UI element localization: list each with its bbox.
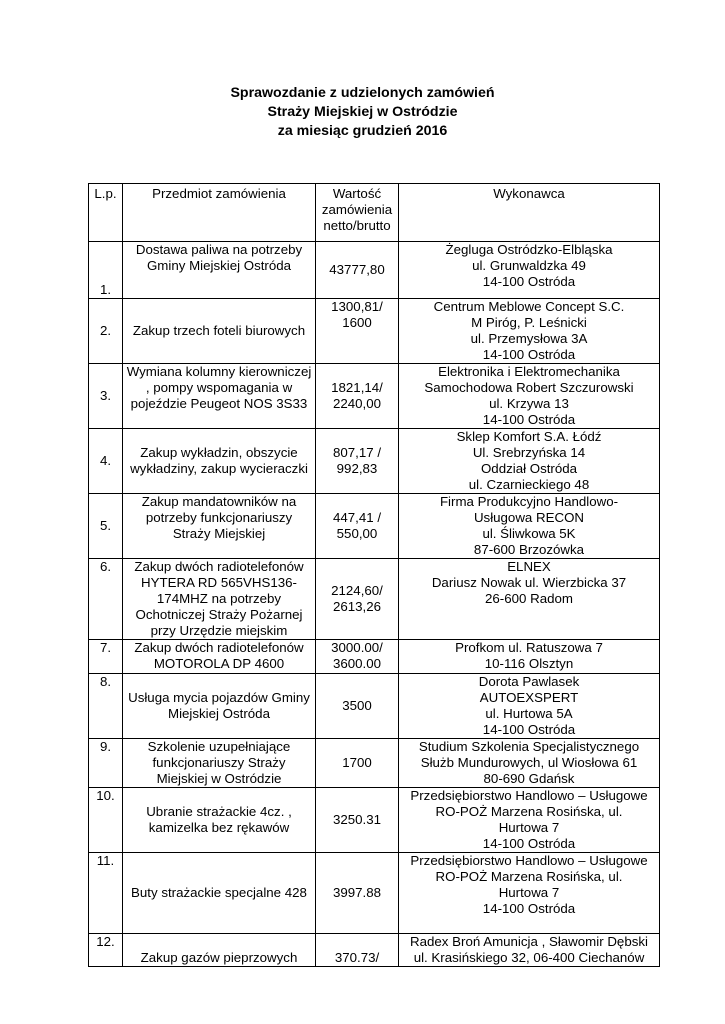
cell-subject-line: Gminy Miejskiej Ostróda	[146, 258, 292, 273]
cell-subject-line: Zakup dwóch radiotelefonów	[134, 559, 304, 574]
cell-value-line: 1600	[342, 315, 372, 330]
table-row	[89, 364, 660, 429]
cell-subject	[123, 674, 316, 739]
cell-value-line: 3000.00/	[331, 640, 383, 655]
cell-contractor-line: 14-100 Ostróda	[482, 412, 576, 427]
cell-value	[316, 299, 399, 364]
cell-lp: 1.	[89, 242, 123, 299]
orders-table	[88, 183, 660, 967]
cell-contractor-line: ul. Krzywa 13	[489, 396, 569, 411]
cell-contractor-line: RO-POŻ Marzena Rosińska, ul.	[435, 869, 623, 884]
table-row	[89, 640, 660, 674]
cell-contractor	[399, 674, 660, 739]
cell-subject-line: Miejskiej w Ostródzie	[156, 771, 282, 786]
cell-value-line: 550,00	[336, 526, 378, 541]
cell-subject-line: HYTERA RD 565VHS136-	[141, 575, 297, 590]
cell-contractor	[399, 429, 660, 494]
cell-contractor-line: 14-100 Ostróda	[482, 836, 576, 851]
title-line-1: Sprawozdanie z udzielonych zamówień	[230, 85, 495, 101]
cell-contractor-line: Przedsiębiorstwo Handlowo – Usługowe	[410, 853, 648, 868]
cell-subject-line: Straży Miejskiej	[172, 526, 266, 541]
cell-value-line: 43777,80	[329, 262, 385, 277]
table-row	[89, 674, 660, 739]
cell-subject-line: funkcjonariuszy Straży	[152, 755, 286, 770]
cell-value-line: 2613,26	[332, 599, 382, 614]
cell-contractor	[399, 640, 660, 674]
cell-contractor-line: Firma Produkcyjno Handlowo-	[439, 494, 619, 509]
cell-contractor-line: Dorota Pawlasek	[478, 674, 580, 689]
table-body	[89, 242, 660, 967]
cell-subject	[123, 640, 316, 674]
cell-value	[316, 934, 399, 967]
cell-subject-line: 174MHZ na potrzeby	[156, 591, 282, 606]
cell-value-line: 3250.31	[332, 812, 382, 827]
cell-lp: 6.	[89, 559, 123, 640]
table-row	[89, 494, 660, 559]
cell-subject-line: kamizelka bez rękawów	[148, 820, 290, 835]
cell-contractor-line: RO-POŻ Marzena Rosińska, ul.	[435, 804, 623, 819]
title-line-2: Straży Miejskiej w Ostródzie	[267, 104, 458, 120]
table-row	[89, 788, 660, 853]
cell-lp: 12.	[89, 934, 123, 967]
cell-subject	[123, 739, 316, 788]
cell-value-line: 3997.88	[332, 885, 382, 900]
cell-subject-line: Zakup gazów pieprzowych	[140, 950, 298, 965]
header-value	[316, 184, 399, 242]
cell-contractor-line: ul. Śliwkowa 5K	[482, 526, 576, 541]
cell-contractor-line: ul. Grunwaldzka 49	[472, 258, 586, 273]
cell-contractor-line: Dariusz Nowak ul. Wierzbicka 37	[431, 575, 627, 590]
cell-lp: 7.	[89, 640, 123, 674]
cell-contractor	[399, 364, 660, 429]
cell-subject-line: Usługa mycia pojazdów Gminy	[128, 690, 310, 705]
cell-contractor-line: ELNEX	[507, 559, 551, 574]
header-value-line: Wartość	[332, 186, 382, 201]
cell-value	[316, 242, 399, 299]
cell-subject	[123, 364, 316, 429]
table-row	[89, 242, 660, 299]
cell-subject	[123, 429, 316, 494]
header-lp: L.p.	[89, 184, 123, 242]
cell-value	[316, 364, 399, 429]
cell-contractor-line: ul. Przemysłowa 3A	[470, 331, 588, 346]
cell-subject	[123, 788, 316, 853]
cell-subject-line: Ubranie strażackie 4cz. ,	[146, 804, 292, 819]
cell-subject-line: Zakup trzech foteli biurowych	[132, 323, 306, 338]
cell-contractor-line: Samochodowa Robert Szczurowski	[424, 380, 634, 395]
cell-lp: 3.	[89, 364, 123, 429]
cell-contractor-line: AUTOEXSPERT	[479, 690, 579, 705]
cell-contractor-line: Ul. Srebrzyńska 14	[472, 445, 586, 460]
table-row	[89, 853, 660, 934]
cell-subject-line: Dostawa paliwa na potrzeby	[135, 242, 303, 257]
cell-lp: 9.	[89, 739, 123, 788]
cell-lp: 8.	[89, 674, 123, 739]
cell-value	[316, 853, 399, 934]
cell-contractor	[399, 934, 660, 967]
cell-contractor-line: Profkom ul. Ratuszowa 7	[455, 640, 603, 655]
cell-lp: 10.	[89, 788, 123, 853]
cell-contractor-line: Służb Mundurowych, ul Wiosłowa 61	[420, 755, 638, 770]
cell-subject-line: pojeździe Peugeot NOS 3S33	[130, 396, 308, 411]
cell-subject	[123, 934, 316, 967]
cell-value-line: 807,17 /	[332, 445, 382, 460]
cell-subject	[123, 559, 316, 640]
cell-contractor-line: ul. Krasińskiego 32, 06-400 Ciechanów	[413, 950, 645, 965]
cell-contractor-line: 14-100 Ostróda	[482, 901, 576, 916]
cell-subject	[123, 494, 316, 559]
table-header-row	[89, 184, 660, 242]
header-subject: Przedmiot zamówienia	[123, 184, 316, 242]
cell-contractor-line: 14-100 Ostróda	[482, 274, 576, 289]
cell-lp: 5.	[89, 494, 123, 559]
table-row	[89, 739, 660, 788]
cell-value	[316, 788, 399, 853]
cell-contractor-line: Studium Szkolenia Specjalistycznego	[418, 739, 640, 754]
cell-contractor-line: 14-100 Ostróda	[482, 347, 576, 362]
cell-value	[316, 640, 399, 674]
cell-contractor-line: ul. Hurtowa 5A	[485, 706, 573, 721]
cell-contractor	[399, 242, 660, 299]
table-row	[89, 559, 660, 640]
cell-subject-line: potrzeby funkcjonariuszy	[145, 510, 293, 525]
cell-contractor-line: Radex Broń Amunicja , Sławomir Dębski	[410, 934, 648, 949]
header-value-line: netto/brutto	[323, 218, 391, 233]
cell-value-line: 370.73/	[334, 950, 380, 965]
cell-value	[316, 559, 399, 640]
cell-contractor-line: 80-690 Gdańsk	[483, 771, 575, 786]
cell-lp: 11.	[89, 853, 123, 934]
cell-value-line: 2124,60/	[331, 583, 383, 598]
cell-contractor-line: Hurtowa 7	[498, 820, 560, 835]
cell-subject-line: Zakup mandatowników na	[141, 494, 297, 509]
cell-value	[316, 494, 399, 559]
cell-contractor-line: 26-600 Radom	[485, 591, 573, 606]
cell-contractor-line: ul. Czarnieckiego 48	[468, 477, 590, 492]
cell-value-line: 447,41 /	[332, 510, 382, 525]
cell-contractor-line: 10-116 Olsztyn	[484, 656, 574, 671]
cell-subject-line: Zakup wykładzin, obszycie	[140, 445, 298, 460]
cell-subject-line: Buty strażackie specjalne 428	[131, 885, 307, 900]
cell-value-line: 1821,14/	[331, 380, 383, 395]
cell-contractor-line: Hurtowa 7	[498, 885, 560, 900]
cell-contractor-line: Centrum Meblowe Concept S.C.	[433, 299, 625, 314]
cell-contractor-line: 14-100 Ostróda	[482, 722, 576, 737]
cell-contractor	[399, 853, 660, 934]
table-row	[89, 299, 660, 364]
cell-subject-line: Miejskiej Ostróda	[168, 706, 270, 721]
cell-subject	[123, 242, 316, 299]
cell-contractor	[399, 739, 660, 788]
table-row	[89, 429, 660, 494]
cell-contractor-line: 87-600 Brzozówka	[473, 542, 585, 557]
cell-contractor-line: Przedsiębiorstwo Handlowo – Usługowe	[410, 788, 648, 803]
cell-value-line: 1300,81/	[331, 299, 383, 314]
cell-subject-line: MOTOROLA DP 4600	[153, 656, 285, 671]
header-contractor: Wykonawca	[399, 184, 660, 242]
cell-subject-line: Szkolenie uzupełniające	[147, 739, 291, 754]
cell-contractor	[399, 494, 660, 559]
cell-lp: 4.	[89, 429, 123, 494]
cell-contractor-line: Oddział Ostróda	[480, 461, 578, 476]
cell-subject	[123, 299, 316, 364]
cell-contractor-line: Usługowa RECON	[473, 510, 585, 525]
cell-subject-line: Zakup dwóch radiotelefonów	[134, 640, 304, 655]
cell-value-line: 992,83	[336, 461, 378, 476]
table-row	[89, 934, 660, 967]
cell-subject-line: wykładziny, zakup wycieraczki	[130, 461, 308, 476]
cell-contractor	[399, 788, 660, 853]
cell-contractor-line: Elektronika i Elektromechanika	[438, 364, 620, 379]
title-line-3: za miesiąc grudzień 2016	[277, 123, 448, 139]
cell-contractor	[399, 299, 660, 364]
cell-value-line: 1700	[342, 755, 372, 770]
document-title	[0, 84, 725, 141]
cell-contractor-line: Sklep Komfort S.A. Łódź	[456, 429, 602, 444]
cell-contractor-line: M Piróg, P. Leśnicki	[471, 315, 587, 330]
cell-value	[316, 674, 399, 739]
cell-subject-line: Ochotniczej Straży Pożarnej	[135, 607, 303, 622]
cell-value-line: 3500	[342, 698, 372, 713]
cell-subject-line: przy Urzędzie miejskim	[150, 623, 288, 638]
cell-lp: 2.	[89, 299, 123, 364]
cell-contractor-line: Żegluga Ostródzko-Elbląska	[445, 242, 613, 257]
header-value-line: zamówienia	[321, 202, 393, 217]
cell-subject	[123, 853, 316, 934]
cell-value	[316, 429, 399, 494]
cell-value	[316, 739, 399, 788]
cell-value-line: 2240,00	[332, 396, 382, 411]
cell-value-line: 3600.00	[332, 656, 382, 671]
cell-subject-line: Wymiana kolumny kierowniczej	[126, 364, 312, 379]
cell-subject-line: , pompy wspomagania w	[145, 380, 293, 395]
cell-contractor	[399, 559, 660, 640]
